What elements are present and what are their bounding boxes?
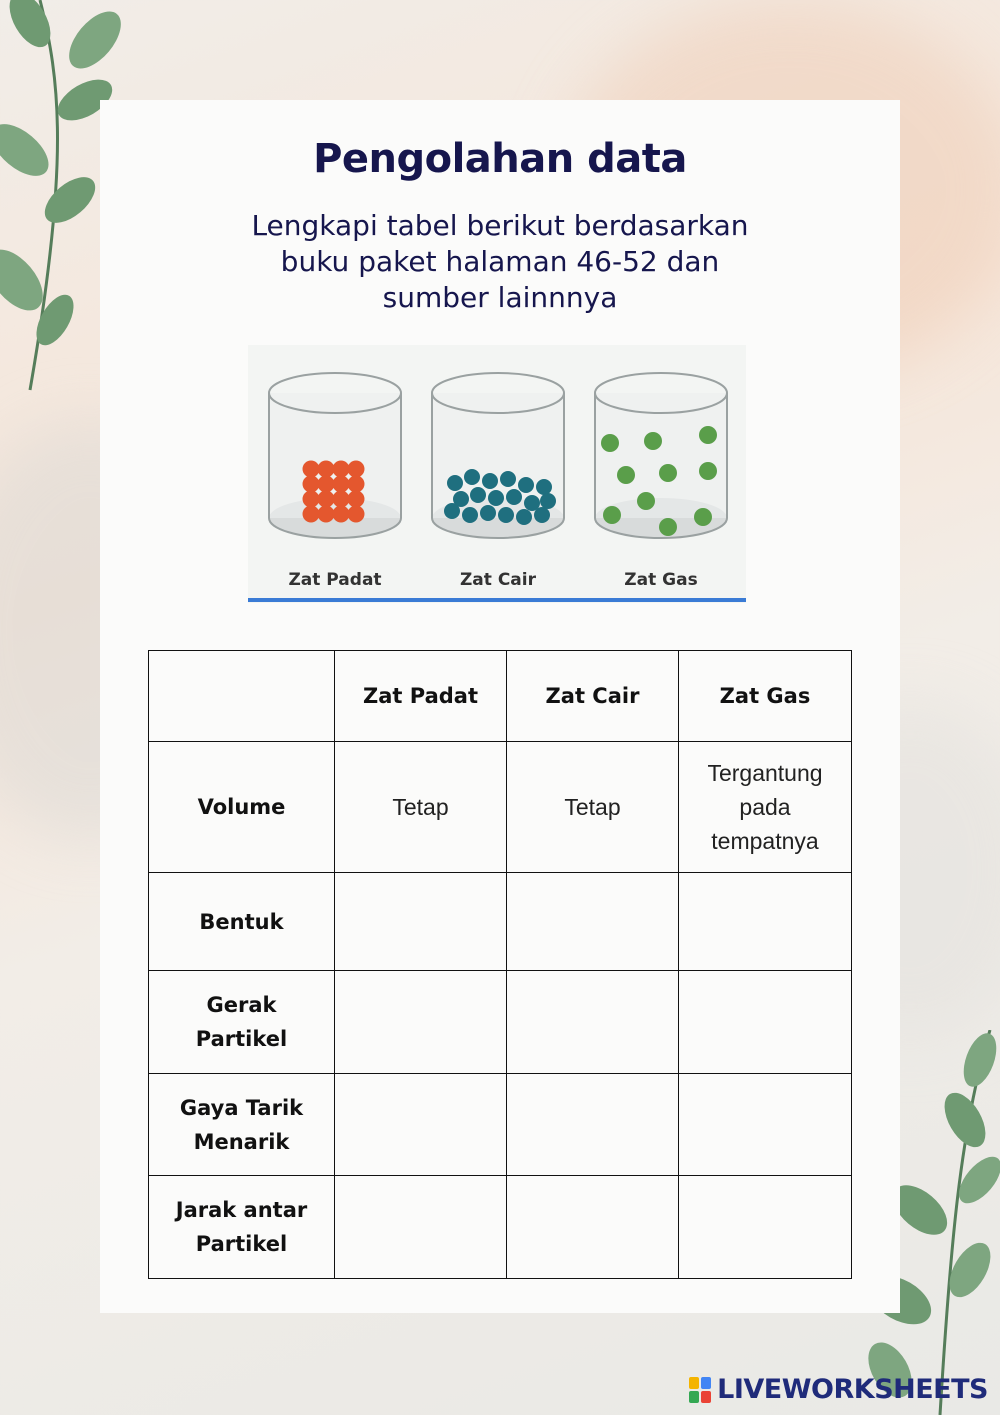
beaker-label: Zat Cair <box>459 570 537 590</box>
row-label: Gerak Partikel <box>149 971 335 1074</box>
answer-cell[interactable] <box>679 1176 852 1279</box>
states-of-matter-table <box>148 650 852 1279</box>
particle <box>462 507 478 523</box>
particle <box>498 507 514 523</box>
row-label: Volume <box>149 742 335 873</box>
beaker-label: Zat Gas <box>624 570 698 590</box>
particle <box>333 491 350 508</box>
answer-cell[interactable] <box>679 1074 852 1176</box>
particle <box>500 471 516 487</box>
answer-cell[interactable] <box>335 1176 507 1279</box>
table-header-cell <box>149 651 335 742</box>
particle <box>603 506 621 524</box>
table-row <box>149 971 852 1074</box>
illustration-underline <box>248 598 746 602</box>
answer-cell[interactable]: Tetap <box>507 742 679 873</box>
worksheet-card <box>100 100 900 1313</box>
table-row <box>149 742 852 873</box>
answer-cell[interactable] <box>335 1074 507 1176</box>
particle <box>333 461 350 478</box>
table-row <box>149 1074 852 1176</box>
answer-cell[interactable] <box>507 1176 679 1279</box>
table-header-cell: Zat Cair <box>507 651 679 742</box>
worksheet-title: Pengolahan data <box>313 136 687 182</box>
instruction-line: sumber lainnnya <box>382 281 618 314</box>
particle <box>482 473 498 489</box>
particle <box>447 475 463 491</box>
row-label: Bentuk <box>149 873 335 971</box>
row-label: Jarak antar Partikel <box>149 1176 335 1279</box>
answer-cell[interactable] <box>507 971 679 1074</box>
answer-cell[interactable] <box>335 971 507 1074</box>
liveworksheets-brand[interactable] <box>689 1374 988 1405</box>
particle <box>644 432 662 450</box>
particle <box>506 489 522 505</box>
answer-cell[interactable] <box>679 971 852 1074</box>
beaker-solid <box>269 373 401 538</box>
liveworksheets-logo-icon <box>689 1377 713 1403</box>
particle <box>348 506 365 523</box>
particle <box>694 508 712 526</box>
brand-name: LIVEWORKSHEETS <box>717 1374 988 1405</box>
table-header-cell: Zat Padat <box>335 651 507 742</box>
table-header-row <box>149 651 852 742</box>
row-label: Gaya Tarik Menarik <box>149 1074 335 1176</box>
particle <box>699 426 717 444</box>
table-row <box>149 1176 852 1279</box>
particle <box>518 477 534 493</box>
particle <box>318 506 335 523</box>
instruction-line: Lengkapi tabel berikut berdasarkan <box>251 209 749 242</box>
particle <box>659 464 677 482</box>
particle <box>318 476 335 493</box>
states-of-matter-illustration <box>248 345 746 603</box>
table-row <box>149 873 852 971</box>
particle <box>348 491 365 508</box>
particle <box>333 476 350 493</box>
instruction-line: buku paket halaman 46-52 dan <box>280 245 720 278</box>
particle <box>348 476 365 493</box>
particle <box>303 506 320 523</box>
table-header-cell: Zat Gas <box>679 651 852 742</box>
answer-cell[interactable] <box>507 1074 679 1176</box>
worksheet-instructions <box>160 208 840 316</box>
answer-cell[interactable] <box>679 873 852 971</box>
particle <box>303 476 320 493</box>
beaker-gas <box>595 373 727 538</box>
particle <box>303 491 320 508</box>
particle <box>333 506 350 523</box>
particle <box>464 469 480 485</box>
particle <box>303 461 320 478</box>
particle <box>318 461 335 478</box>
particle <box>534 507 550 523</box>
particle <box>637 492 655 510</box>
particle <box>540 493 556 509</box>
particle <box>348 461 365 478</box>
particle <box>318 491 335 508</box>
particle <box>470 487 486 503</box>
answer-cell[interactable] <box>507 873 679 971</box>
answer-cell[interactable]: Tetap <box>335 742 507 873</box>
beaker-label: Zat Padat <box>288 570 382 590</box>
particle <box>516 509 532 525</box>
particle <box>699 462 717 480</box>
particle <box>659 518 677 536</box>
particle <box>536 479 552 495</box>
answer-cell[interactable] <box>335 873 507 971</box>
beaker-liquid <box>432 373 564 538</box>
particle <box>444 503 460 519</box>
particle <box>601 434 619 452</box>
particle <box>480 505 496 521</box>
particle <box>488 490 504 506</box>
particle <box>617 466 635 484</box>
answer-cell[interactable]: Tergantung pada tempatnya <box>679 742 852 873</box>
